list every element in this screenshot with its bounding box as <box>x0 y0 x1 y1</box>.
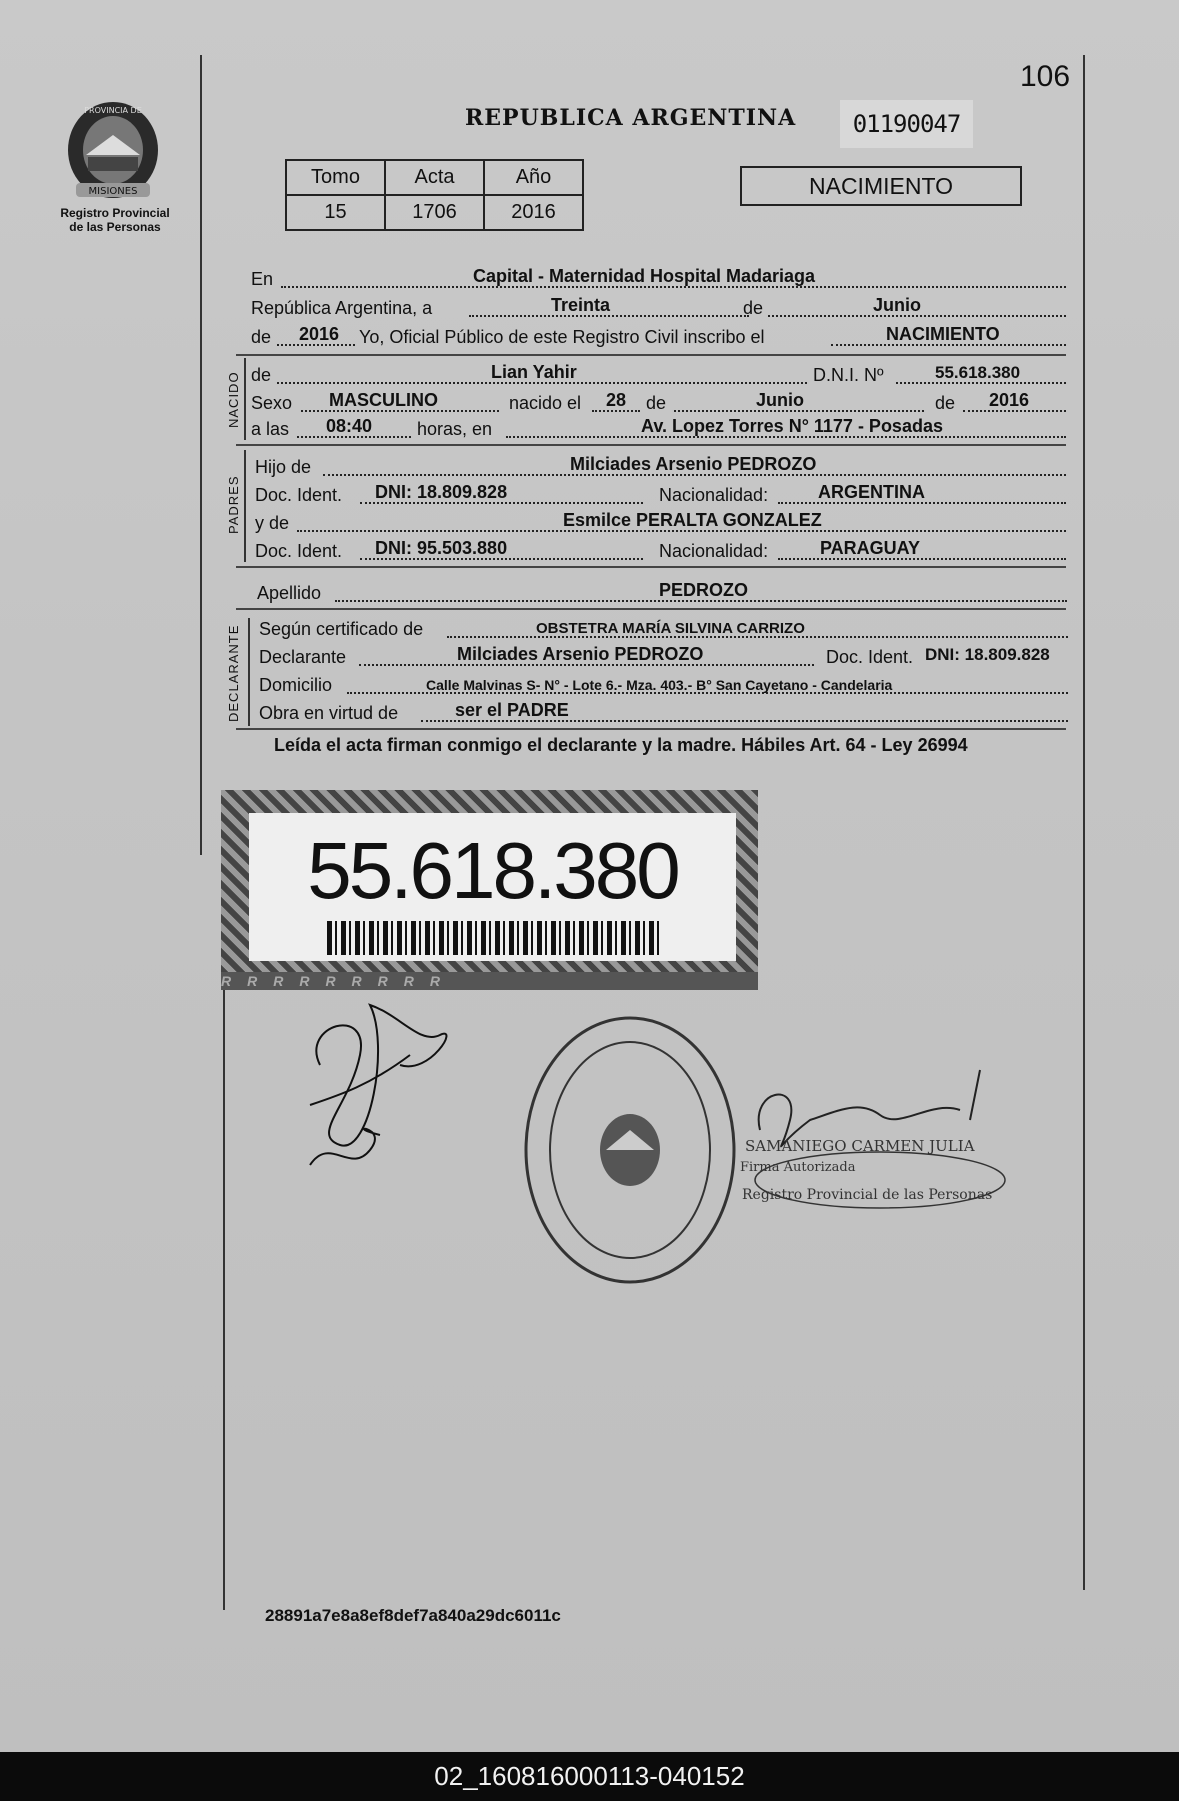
document-type-box: NACIMIENTO <box>740 166 1022 206</box>
dni-sticker <box>221 790 758 990</box>
birth-place: Av. Lopez Torres N° 1177 - Posadas <box>641 416 943 436</box>
child-sex: MASCULINO <box>329 390 438 410</box>
official-seal-icon <box>520 1010 740 1290</box>
relationship: ser el PADRE <box>455 700 569 720</box>
declarant-signature <box>280 985 480 1185</box>
svg-text:PROVINCIA DE: PROVINCIA DE <box>84 106 142 115</box>
birth-day: 28 <box>606 390 627 410</box>
father-nationality: ARGENTINA <box>818 482 925 502</box>
signing-statement: Leída el acta firman conmigo el declarante y la madre. Hábiles Art. 64 - Ley 26994 <box>274 735 968 755</box>
registration-day: Treinta <box>551 295 611 315</box>
line-republica: República Argentina, a Treinta de Junio <box>251 295 1066 319</box>
authorized-signature-office: Registro Provincial de las Personas <box>742 1187 993 1203</box>
ano-value: 2016 <box>484 195 583 230</box>
surname: PEDROZO <box>659 580 749 600</box>
declarante-section-label: DECLARANTE <box>226 624 241 722</box>
document-title: REPUBLICA ARGENTINA <box>465 105 797 131</box>
left-margin-line <box>200 55 202 855</box>
right-margin-line <box>1083 55 1085 1590</box>
acta-header: Acta <box>385 160 484 195</box>
tomo-value: 15 <box>286 195 385 230</box>
certifier: OBSTETRA MARÍA SILVINA CARRIZO <box>536 620 805 637</box>
father-name: Milciades Arsenio PEDROZO <box>570 454 817 474</box>
document-hash: 28891a7e8a8ef8def7a840a29dc6011c <box>265 1606 561 1625</box>
line-domicilio: Domicilio Calle Malvinas S- N° - Lote 6.- Mza. 403.- B° San Cayetano - Candelaria <box>259 672 1068 696</box>
line-en <box>251 266 1066 290</box>
registration-year: 2016 <box>299 324 340 344</box>
acta-value: 1706 <box>385 195 484 230</box>
padres-section-label: PADRES <box>226 475 241 534</box>
en-label: En <box>251 269 274 289</box>
dni-sticker-number: 55.618.380 <box>307 826 678 915</box>
birth-hour: 08:40 <box>326 416 373 436</box>
child-name: Lian Yahir <box>491 362 577 382</box>
line-year-inscribo: de 2016 Yo, Oficial Público de este Registro Civil inscribo el NACIMIENTO <box>251 324 1066 348</box>
declarant-dni: DNI: 18.809.828 <box>925 645 1050 664</box>
misiones-coat-of-arms-logo <box>58 95 168 205</box>
mother-name: Esmilce PERALTA GONZALEZ <box>563 510 822 530</box>
child-dni: 55.618.380 <box>935 363 1021 382</box>
line-nacido-name: de Lian Yahir D.N.I. Nº 55.618.380 <box>251 362 1066 386</box>
line-doc-madre: Doc. Ident. DNI: 95.503.880 Nacionalidad: PARAGUAY <box>255 538 1066 562</box>
dni-sticker-strip: RRRRRRRRR <box>221 972 758 990</box>
svg-text:MISIONES: MISIONES <box>88 186 138 197</box>
mother-nationality: PARAGUAY <box>820 538 921 558</box>
registration-month: Junio <box>873 295 921 315</box>
tomo-acta-ano-table <box>285 159 584 231</box>
authorized-signature-role: Firma Autorizada <box>740 1160 856 1175</box>
footer-file-id: 02_160816000113-040152 <box>0 1752 1179 1801</box>
line-apellido: Apellido PEDROZO <box>257 580 1067 604</box>
ano-header: Año <box>484 160 583 195</box>
line-padre: Hijo de Milciades Arsenio PEDROZO <box>255 454 1066 478</box>
declarant-name: Milciades Arsenio PEDROZO <box>457 644 704 664</box>
birth-year: 2016 <box>989 390 1030 410</box>
tomo-header: Tomo <box>286 160 385 195</box>
line-certificado: Según certificado de OBSTETRA MARÍA SILVINA CARRIZO <box>259 616 1068 640</box>
mother-dni: DNI: 95.503.880 <box>375 538 508 558</box>
registro-provincial-label: Registro Provincial de las Personas <box>60 206 170 234</box>
address: Calle Malvinas S- N° - Lote 6.- Mza. 403.- B° San Cayetano - Candelaria <box>426 677 893 693</box>
serial-number-stamp: 01190047 <box>840 100 973 148</box>
authorized-signer-name: SAMANIEGO CARMEN JULIA <box>745 1137 975 1155</box>
line-sexo: Sexo MASCULINO nacido el 28 de Junio de 2016 <box>251 390 1066 414</box>
line-hora-lugar: a las 08:40 horas, en Av. Lopez Torres N° 1177 - Posadas <box>251 416 1066 440</box>
place-of-registration: Capital - Maternidad Hospital Madariaga <box>473 266 816 286</box>
inscribo-value: NACIMIENTO <box>886 324 1000 344</box>
page-number: 106 <box>1020 60 1071 93</box>
line-doc-padre: Doc. Ident. DNI: 18.809.828 Nacionalidad: ARGENTINA <box>255 482 1066 506</box>
line-obra: Obra en virtud de ser el PADRE <box>259 700 1068 724</box>
line-declarante: Declarante Milciades Arsenio PEDROZO Doc. Ident. DNI: 18.809.828 <box>259 644 1050 667</box>
nacido-section-label: NACIDO <box>226 371 241 428</box>
line-madre: y de Esmilce PERALTA GONZALEZ <box>255 510 1066 534</box>
father-dni: DNI: 18.809.828 <box>375 482 508 502</box>
birth-month: Junio <box>756 390 804 410</box>
barcode <box>327 921 659 955</box>
